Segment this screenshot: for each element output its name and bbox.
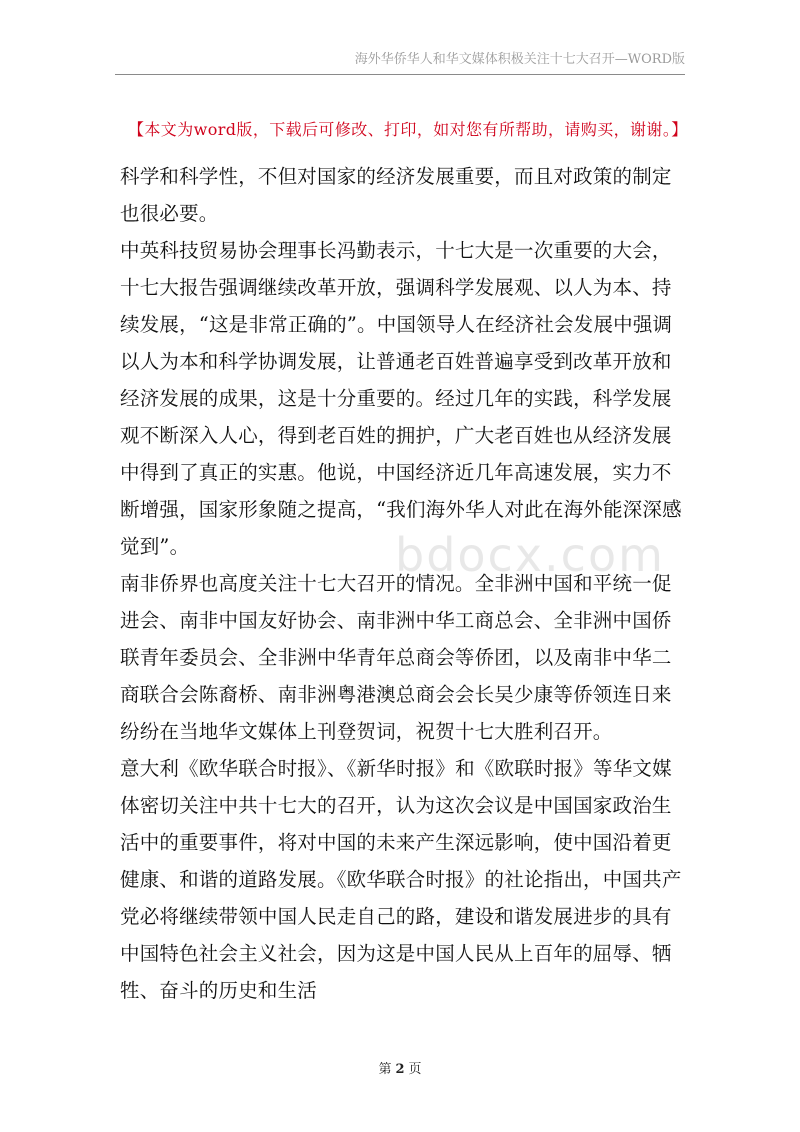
document-body xyxy=(120,158,688,1009)
page-number-prefix: 第 xyxy=(378,1062,392,1077)
page-number-suffix: 页 xyxy=(408,1062,422,1077)
purchase-notice: 【本文为word版，下载后可修改、打印，如对您有所帮助，请购买，谢谢。】 xyxy=(128,120,688,139)
page-number: 2 xyxy=(395,1062,405,1077)
paragraph: 南非侨界也高度关注十七大召开的情况。全非洲中国和平统一促进会、南非中国友好协会、南非洲中华工商总会、全非洲中国侨联青年委员会、全非洲中华青年总商会等侨团，以及南非中华二商联合会陈裔桥、南非洲粤港澳总商会会长吴少康等侨领连日来纷纷在当地华文媒体上刊登贺词，祝贺十七大胜利召开。 xyxy=(120,572,672,743)
header-title: 海外华侨华人和华文媒体积极关注十七大召开—WORD版 xyxy=(354,52,685,67)
watermark: bdocx.com xyxy=(395,528,665,582)
paragraph: 意大利《欧华联合时报》、《新华时报》和《欧联时报》等华文媒体密切关注中共十七大的召开，认为这次会议是中国国家政治生活中的重要事件，将对中国的未来产生深远影响，使中国沿着更健康、和谐的道路发展。《欧华联合时报》的社论指出，中国共产党必将继续带领中国人民走自己的路，建设和谐发展进步的具有中国特色社会主义社会，因为这是中国人民从上百年的屈辱、牺牲、奋斗的历史和生活 xyxy=(120,757,682,1002)
paragraph: 科学和科学性，不但对国家的经济发展重要，而且对政策的制定也很必要。 xyxy=(120,165,672,225)
paragraph: 中英科技贸易协会理事长冯勤表示，十七大是一次重要的大会，十七大报告强调继续改革开放，强调科学发展观、以人为本、持续发展，“这是非常正确的”。中国领导人在经济社会发展中强调以人为本和科学协调发展，让普通老百姓普遍享受到改革开放和经济发展的成果，这是十分重要的。经过几年的实践，科学发展观不断深入人心，得到老百姓的拥护，广大老百姓也从经济发展中得到了真正的实惠。他说，中国经济近几年高速发展，实力不断增强，国家形象随之提高，“我们海外华人对此在海外能深深感觉到”。 xyxy=(120,239,682,558)
page-footer xyxy=(0,1058,800,1077)
page-header xyxy=(115,50,685,75)
